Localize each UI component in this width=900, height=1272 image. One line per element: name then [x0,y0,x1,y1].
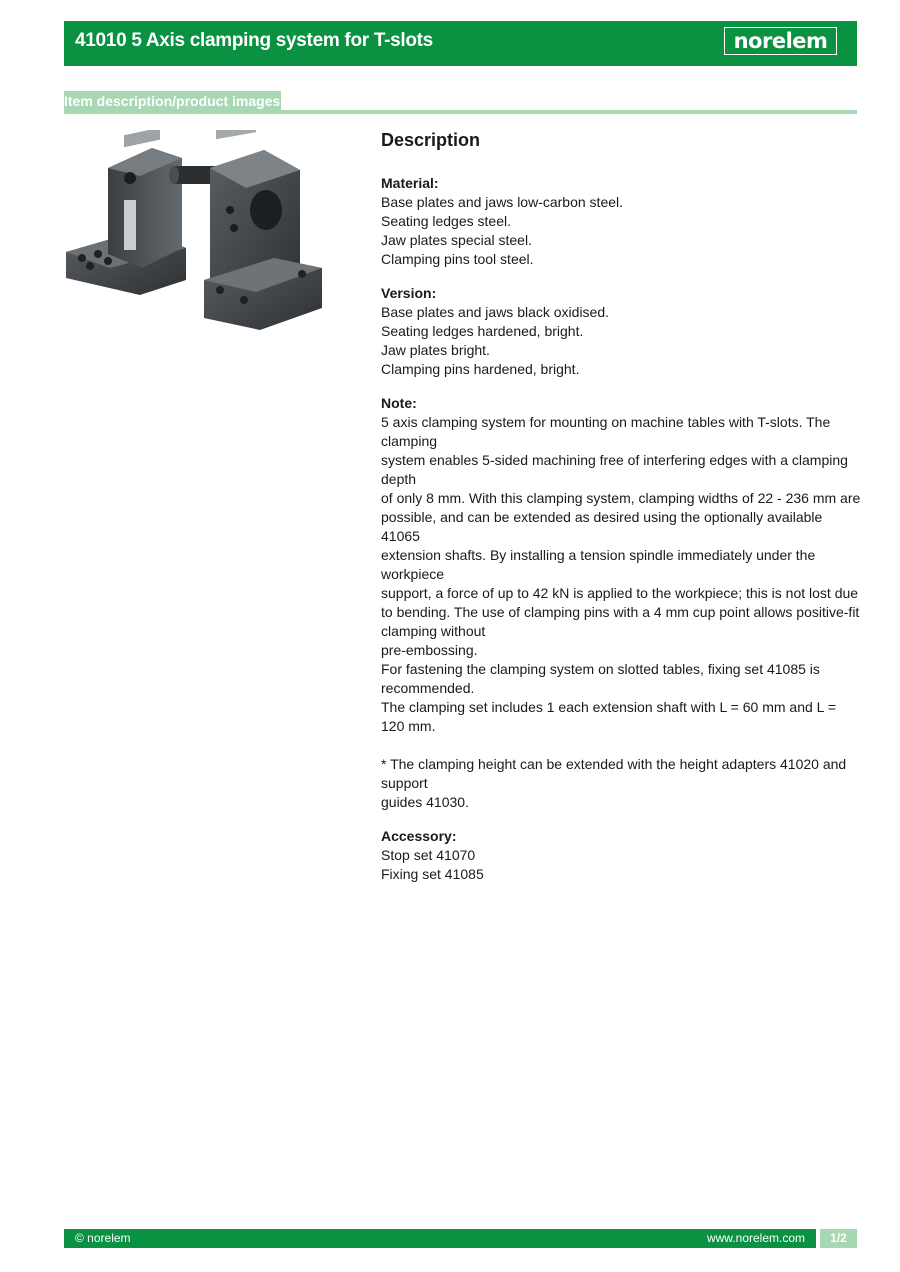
note-line: pre-embossing. [381,642,478,658]
material-title: Material: [381,175,439,191]
accessory-line: Fixing set 41085 [381,866,484,882]
material-line: Clamping pins tool steel. [381,251,534,267]
material-line: Jaw plates special steel. [381,232,532,248]
accessory-title: Accessory: [381,828,457,844]
accessory-line: Stop set 41070 [381,847,476,863]
description-heading: Description [381,130,481,150]
note-line: guides 41030. [381,794,469,810]
version-title: Version: [381,285,437,301]
note-line: clamping without [381,623,486,639]
section-label: Item description/product images [64,93,281,109]
version-line: Seating ledges hardened, bright. [381,323,584,339]
note-title: Note: [381,395,417,411]
page-title: 41010 5 Axis clamping system for T-slots [75,30,433,51]
note-line: of only 8 mm. With this clamping system, clamping widths of 22 - 236 mm are [381,490,861,506]
note-line: recommended. [381,680,475,696]
website-link[interactable]: www.norelem.com [706,1231,805,1245]
version-line: Clamping pins hardened, bright. [381,361,580,377]
note-line: to bending. The use of clamping pins with a 4 mm cup point allows positive-fit [381,604,860,620]
note-line: system enables 5-sided machining free of interfering edges with a clamping depth [381,452,848,487]
note-line: * The clamping height can be extended with the height adapters 41020 and support [381,756,847,791]
description-content [381,128,861,899]
note-line: For fastening the clamping system on slotted tables, fixing set 41085 is [381,661,820,677]
note-line: possible, and can be extended as desired using the optionally available 41065 [381,509,823,544]
note-line: The clamping set includes 1 each extension shaft with L = 60 mm and L = 120 mm. [381,699,836,734]
copyright-text: © norelem [75,1231,131,1245]
version-line: Base plates and jaws black oxidised. [381,304,610,320]
version-line: Jaw plates bright. [381,342,490,358]
material-line: Base plates and jaws low-carbon steel. [381,194,624,210]
note-block [381,394,861,812]
note-blank-line [381,736,861,755]
material-line: Seating ledges steel. [381,213,511,229]
note-line: 5 axis clamping system for mounting on machine tables with T-slots. The clamping [381,414,831,449]
accessory-block [381,827,861,884]
note-line: support, a force of up to 42 kN is applied to the workpiece; this is not lost due [381,585,859,601]
material-block [381,174,861,269]
page-header [64,21,857,66]
product-image [64,130,324,335]
page-footer [64,1229,816,1248]
version-block [381,284,861,379]
page-number: 1/2 [820,1229,857,1248]
norelem-logo: norelem [724,27,837,55]
note-line: extension shafts. By installing a tension spindle immediately under the workpiece [381,547,816,582]
